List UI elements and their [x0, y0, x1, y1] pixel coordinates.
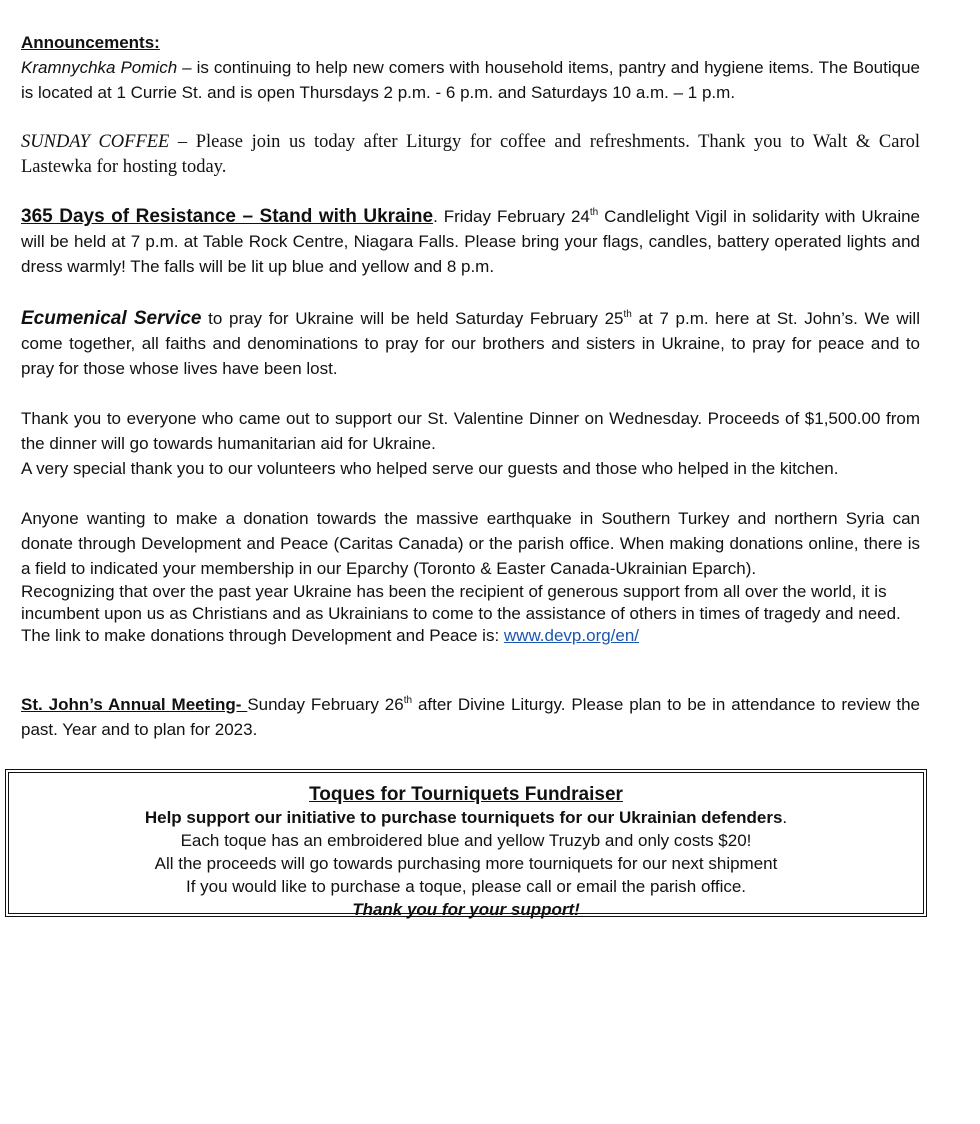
coffee-text: – Please join us today after Liturgy for coffee and refreshments. Thank you to Walt & Carol Lastewka for hosting today.: [21, 132, 920, 177]
resistance-paragraph: [21, 204, 920, 279]
ecumenical-sup: th: [623, 309, 632, 320]
valentine-text-1: Thank you to everyone who came out to support our St. Valentine Dinner on Wednesday. Proceeds of $1,500.00 from the dinner will go towards humanitarian aid for Ukraine.: [21, 409, 920, 453]
fundraiser-line-1-end: .: [782, 808, 788, 827]
coffee-name: SUNDAY COFFEE: [21, 132, 170, 152]
earthquake-text-1: Anyone wanting to make a donation towards the massive earthquake in Southern Turkey and northern Syria can donate through Development and Peace (Caritas Canada) or the parish office. When making donations online, there is a field to indicated your membership in our Eparchy (Toronto & Easter Canada-Ukrainian Eparch).: [21, 509, 920, 578]
fundraiser-line-1: [9, 806, 923, 829]
earthquake-text-2: Recognizing that over the past year Ukraine has been the recipient of generous support from all over the world, it is incumbent upon us as Christians and as Ukrainians to come to the assistance of others in times of tragedy and need. The link to make donations through Development and Peace is:: [21, 582, 901, 645]
resistance-sup: th: [589, 207, 599, 218]
resistance-text-b: Candlelight Vigil in solidarity with Ukraine will be held at 7 p.m. at Table Rock Centre, Niagara Falls. Please bring your flags, candles, battery operated lights and dress warmly! The falls will be lit up blue and yellow and 8 p.m.: [21, 207, 920, 276]
valentine-section: [21, 406, 920, 481]
earthquake-text-2-paragraph: [21, 581, 920, 647]
fundraiser-line-5: Thank you for your support!: [352, 900, 580, 919]
meeting-paragraph: [21, 692, 920, 742]
ecumenical-paragraph: [21, 306, 920, 381]
kramnychka-paragraph: [21, 55, 920, 105]
ecumenical-text-b: at 7 p.m. here at St. John’s. We will come together, all faiths and denominations to pray for our brothers and sisters in Ukraine, to pray for peace and to pray for those whose lives have been lost.: [21, 309, 920, 378]
fundraiser-line-1-text: Help support our initiative to purchase tourniquets for our Ukrainian defenders: [144, 808, 783, 827]
meeting-text-b: after Divine Liturgy. Please plan to be in attendance to review the past. Year and to plan for 2023.: [21, 695, 920, 739]
fundraiser-line-3: All the proceeds will go towards purchasing more tourniquets for our next shipment: [154, 854, 778, 873]
announcements-heading: Announcements:: [21, 33, 160, 52]
devp-link[interactable]: www.devp.org/en/: [503, 626, 640, 645]
resistance-title: 365 Days of Resistance – Stand with Ukraine: [21, 206, 434, 227]
fundraiser-line-4: If you would like to purchase a toque, please call or email the parish office.: [185, 877, 747, 896]
kramnychka-text: – is continuing to help new comers with household items, pantry and hygiene items. The Boutique is located at 1 Currie St. and is open Thursdays 2 p.m. - 6 p.m. and Saturdays 10 a.m. – 1 p.m.: [21, 58, 921, 102]
ecumenical-text-a: to pray for Ukraine will be held Saturday February 25: [201, 309, 624, 328]
ecumenical-title: Ecumenical Service: [21, 308, 202, 329]
resistance-text-a: . Friday February 24: [433, 207, 590, 226]
fundraiser-line-2: Each toque has an embroidered blue and yellow Truzyb and only costs $20!: [180, 831, 752, 850]
valentine-text-2: A very special thank you to our volunteers who helped serve our guests and those who helped in the kitchen.: [21, 459, 839, 478]
announcements-section: [21, 30, 920, 105]
meeting-sup: th: [403, 695, 413, 706]
coffee-paragraph: [21, 130, 920, 180]
earthquake-section: [21, 506, 920, 647]
fundraiser-box: [5, 769, 927, 917]
fundraiser-title: Toques for Tourniquets Fundraiser: [309, 784, 623, 805]
kramnychka-name: Kramnychka Pomich: [21, 58, 178, 77]
meeting-text-a: Sunday February 26: [247, 695, 404, 714]
meeting-title: St. John’s Annual Meeting-: [21, 695, 248, 714]
